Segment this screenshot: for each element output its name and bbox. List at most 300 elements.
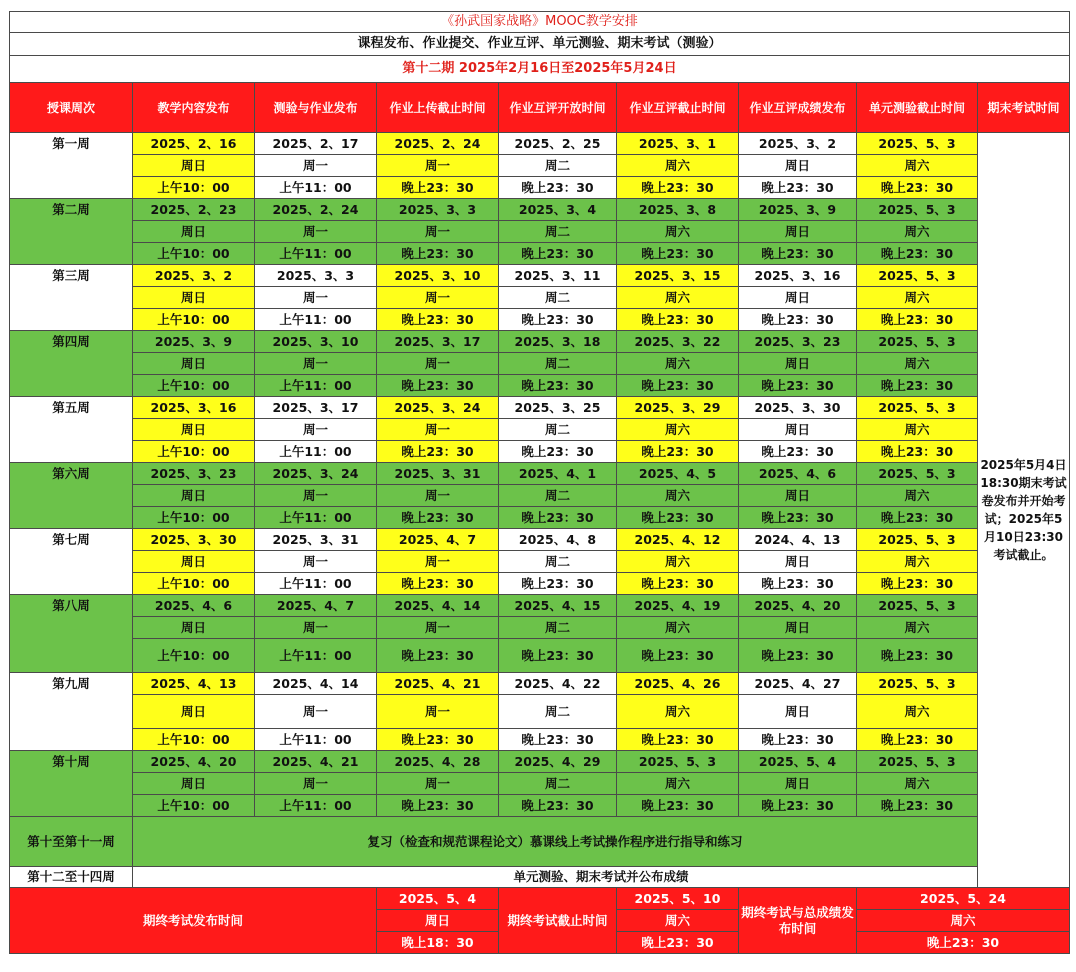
date-cell: 2025、3、9: [133, 331, 255, 353]
week-row: [10, 507, 1070, 529]
time-cell: 晚上23：30: [617, 729, 739, 751]
week-row: [10, 729, 1070, 751]
date-cell: 2025、5、4: [739, 751, 857, 773]
week-label-blank: [10, 485, 133, 507]
weekday-cell: 周一: [255, 485, 377, 507]
date-cell: 2025、5、3: [857, 751, 978, 773]
time-cell: 晚上23：30: [857, 243, 978, 265]
time-cell: 晚上23：30: [617, 375, 739, 397]
final-deadline-label: 期终考试截止时间: [499, 888, 617, 954]
weekday-cell: 周日: [739, 617, 857, 639]
weekday-cell: 周日: [739, 773, 857, 795]
time-cell: 晚上23：30: [617, 573, 739, 595]
time-cell: 晚上23：30: [857, 639, 978, 673]
date-cell: 2025、2、24: [255, 199, 377, 221]
date-cell: 2025、3、9: [739, 199, 857, 221]
weekday-cell: 周六: [617, 551, 739, 573]
weekday-cell: 周日: [133, 353, 255, 375]
time-cell: 晚上23：30: [377, 573, 499, 595]
week-row: [10, 397, 1070, 419]
weekday-cell: 周六: [857, 287, 978, 309]
date-cell: 2025、5、3: [857, 673, 978, 695]
time-cell: 晚上23：30: [739, 507, 857, 529]
weekday-cell: 周日: [133, 773, 255, 795]
time-cell: 上午10：00: [133, 375, 255, 397]
exam-weeks-label: 第十二至十四周: [10, 867, 133, 888]
weekday-cell: 周日: [133, 551, 255, 573]
schedule-table: [9, 11, 1070, 954]
date-cell: 2025、4、13: [133, 673, 255, 695]
date-cell: 2025、2、25: [499, 133, 617, 155]
weekday-cell: 周一: [255, 155, 377, 177]
header-final-exam: 期末考试时间: [978, 83, 1070, 133]
week-row: [10, 573, 1070, 595]
week-row: [10, 485, 1070, 507]
weekday-cell: 周日: [739, 287, 857, 309]
final-deadline-value: 2025、5、10: [617, 888, 739, 910]
weekday-cell: 周一: [377, 485, 499, 507]
time-cell: 上午10：00: [133, 507, 255, 529]
date-cell: 2025、4、5: [617, 463, 739, 485]
sheet-title: 《孙武国家战略》MOOC教学安排: [10, 12, 1070, 33]
time-cell: 晚上23：30: [857, 507, 978, 529]
time-cell: 晚上23：30: [377, 729, 499, 751]
date-cell: 2025、3、24: [255, 463, 377, 485]
header-review-deadline: 作业互评截止时间: [617, 83, 739, 133]
week-row: [10, 353, 1070, 375]
time-cell: 上午10：00: [133, 729, 255, 751]
weekday-cell: 周二: [499, 419, 617, 441]
week-label: 第三周: [10, 265, 133, 287]
time-cell: 上午11：00: [255, 309, 377, 331]
week-label-blank: [10, 773, 133, 795]
time-cell: 晚上23：30: [739, 441, 857, 463]
weekday-cell: 周二: [499, 773, 617, 795]
date-cell: 2025、2、17: [255, 133, 377, 155]
date-cell: 2025、4、20: [739, 595, 857, 617]
week-label: 第四周: [10, 331, 133, 353]
weekday-cell: 周日: [739, 695, 857, 729]
week-row: [10, 463, 1070, 485]
week-row: [10, 639, 1070, 673]
time-cell: 上午10：00: [133, 441, 255, 463]
date-cell: 2025、3、16: [133, 397, 255, 419]
weekday-cell: 周二: [499, 551, 617, 573]
week-row: [10, 673, 1070, 695]
week-label: 第一周: [10, 133, 133, 155]
date-cell: 2024、4、13: [739, 529, 857, 551]
review-description: 复习（检查和规范课程论文）慕课线上考试操作程序进行指导和练习: [133, 817, 978, 867]
time-cell: 晚上23：30: [377, 243, 499, 265]
week-row: [10, 309, 1070, 331]
time-cell: 晚上23：30: [499, 507, 617, 529]
date-cell: 2025、4、14: [255, 673, 377, 695]
week-row: [10, 331, 1070, 353]
final-release-value: 晚上18：30: [377, 932, 499, 954]
weekday-cell: 周二: [499, 695, 617, 729]
date-cell: 2025、3、8: [617, 199, 739, 221]
week-label-blank: [10, 441, 133, 463]
weekday-cell: 周一: [377, 617, 499, 639]
sheet-subtitle: 课程发布、作业提交、作业互评、单元测验、期末考试（测验）: [10, 33, 1070, 56]
weekday-cell: 周日: [133, 485, 255, 507]
weekday-cell: 周日: [133, 287, 255, 309]
date-cell: 2025、3、31: [377, 463, 499, 485]
final-grades-value: 晚上23：30: [857, 932, 1070, 954]
weekday-cell: 周日: [739, 353, 857, 375]
date-cell: 2025、4、29: [499, 751, 617, 773]
weekday-cell: 周日: [133, 695, 255, 729]
date-cell: 2025、4、21: [255, 751, 377, 773]
weekday-cell: 周日: [739, 419, 857, 441]
time-cell: 晚上23：30: [377, 795, 499, 817]
week-row: [10, 133, 1070, 155]
final-release-value: 2025、5、4: [377, 888, 499, 910]
time-cell: 晚上23：30: [499, 309, 617, 331]
time-cell: 上午11：00: [255, 375, 377, 397]
week-row: [10, 617, 1070, 639]
time-cell: 晚上23：30: [739, 795, 857, 817]
weekday-cell: 周一: [377, 353, 499, 375]
weekday-cell: 周六: [857, 551, 978, 573]
time-cell: 晚上23：30: [617, 243, 739, 265]
date-cell: 2025、4、19: [617, 595, 739, 617]
week-label: 第六周: [10, 463, 133, 485]
header-review-open: 作业互评开放时间: [499, 83, 617, 133]
time-cell: 晚上23：30: [857, 729, 978, 751]
time-cell: 晚上23：30: [617, 309, 739, 331]
header-content-release: 教学内容发布: [133, 83, 255, 133]
date-cell: 2025、3、2: [739, 133, 857, 155]
time-cell: 晚上23：30: [617, 177, 739, 199]
weekday-cell: 周日: [133, 617, 255, 639]
date-cell: 2025、3、29: [617, 397, 739, 419]
weekday-cell: 周二: [499, 221, 617, 243]
time-cell: 晚上23：30: [739, 309, 857, 331]
date-cell: 2025、4、12: [617, 529, 739, 551]
time-cell: 晚上23：30: [499, 795, 617, 817]
final-grades-label: 期终考试与总成绩发布时间: [739, 888, 857, 954]
weekday-cell: 周日: [739, 155, 857, 177]
date-cell: 2025、3、23: [739, 331, 857, 353]
weekday-cell: 周日: [133, 419, 255, 441]
weekday-cell: 周一: [377, 695, 499, 729]
weekday-cell: 周一: [377, 287, 499, 309]
time-cell: 晚上23：30: [377, 177, 499, 199]
week-label-blank: [10, 573, 133, 595]
final-grades-value: 2025、5、24: [857, 888, 1070, 910]
week-row: [10, 441, 1070, 463]
date-cell: 2025、4、14: [377, 595, 499, 617]
date-cell: 2025、2、23: [133, 199, 255, 221]
weekday-cell: 周六: [857, 695, 978, 729]
final-release-value: 周日: [377, 910, 499, 932]
date-cell: 2025、4、20: [133, 751, 255, 773]
weekday-cell: 周六: [857, 617, 978, 639]
date-cell: 2025、2、24: [377, 133, 499, 155]
weekday-cell: 周二: [499, 485, 617, 507]
weekday-cell: 周日: [739, 485, 857, 507]
time-cell: 晚上23：30: [377, 639, 499, 673]
date-cell: 2025、4、6: [739, 463, 857, 485]
time-cell: 晚上23：30: [377, 507, 499, 529]
week-row: [10, 287, 1070, 309]
date-cell: 2025、3、30: [739, 397, 857, 419]
review-weeks-label: 第十至第十一周: [10, 817, 133, 867]
time-cell: 上午11：00: [255, 795, 377, 817]
date-cell: 2025、4、15: [499, 595, 617, 617]
date-cell: 2025、4、28: [377, 751, 499, 773]
time-cell: 晚上23：30: [739, 573, 857, 595]
weekday-cell: 周一: [377, 773, 499, 795]
time-cell: 上午11：00: [255, 177, 377, 199]
week-row: [10, 551, 1070, 573]
week-row: [10, 221, 1070, 243]
week-label-blank: [10, 243, 133, 265]
time-cell: 上午10：00: [133, 795, 255, 817]
date-cell: 2025、3、10: [255, 331, 377, 353]
weekday-cell: 周六: [617, 773, 739, 795]
time-cell: 晚上23：30: [739, 729, 857, 751]
date-cell: 2025、3、23: [133, 463, 255, 485]
date-cell: 2025、3、11: [499, 265, 617, 287]
week-label-blank: [10, 155, 133, 177]
final-grades-value: 周六: [857, 910, 1070, 932]
date-cell: 2025、5、3: [617, 751, 739, 773]
time-cell: 晚上23：30: [739, 639, 857, 673]
time-cell: 晚上23：30: [499, 639, 617, 673]
weekday-cell: 周六: [617, 617, 739, 639]
time-cell: 晚上23：30: [739, 375, 857, 397]
week-row: [10, 795, 1070, 817]
date-cell: 2025、4、8: [499, 529, 617, 551]
time-cell: 晚上23：30: [499, 441, 617, 463]
time-cell: 上午10：00: [133, 309, 255, 331]
date-cell: 2025、3、15: [617, 265, 739, 287]
week-label-blank: [10, 353, 133, 375]
week-label-blank: [10, 419, 133, 441]
date-cell: 2025、5、3: [857, 133, 978, 155]
weekday-cell: 周六: [857, 221, 978, 243]
header-review-grades: 作业互评成绩发布: [739, 83, 857, 133]
date-cell: 2025、3、3: [255, 265, 377, 287]
time-cell: 晚上23：30: [499, 729, 617, 751]
weekday-cell: 周一: [255, 221, 377, 243]
week-label-blank: [10, 221, 133, 243]
date-cell: 2025、2、16: [133, 133, 255, 155]
weekday-cell: 周二: [499, 353, 617, 375]
week-label: 第七周: [10, 529, 133, 551]
weekday-cell: 周六: [617, 221, 739, 243]
week-label: 第八周: [10, 595, 133, 617]
weekday-cell: 周一: [255, 617, 377, 639]
week-label-blank: [10, 639, 133, 673]
exam-weeks-description: 单元测验、期末考试并公布成绩: [133, 867, 1070, 888]
header-unit-test-deadline: 单元测验截止时间: [857, 83, 978, 133]
date-cell: 2025、3、24: [377, 397, 499, 419]
weekday-cell: 周六: [617, 353, 739, 375]
date-cell: 2025、3、31: [255, 529, 377, 551]
weekday-cell: 周六: [857, 155, 978, 177]
week-row: [10, 695, 1070, 729]
week-label: 第九周: [10, 673, 133, 695]
time-cell: 上午10：00: [133, 573, 255, 595]
week-label-blank: [10, 309, 133, 331]
date-cell: 2025、3、4: [499, 199, 617, 221]
week-label-blank: [10, 375, 133, 397]
week-row: [10, 595, 1070, 617]
time-cell: 上午10：00: [133, 639, 255, 673]
date-cell: 2025、3、16: [739, 265, 857, 287]
date-cell: 2025、3、3: [377, 199, 499, 221]
weekday-cell: 周一: [255, 551, 377, 573]
weekday-cell: 周六: [617, 155, 739, 177]
weekday-cell: 周日: [133, 221, 255, 243]
time-cell: 上午11：00: [255, 573, 377, 595]
weekday-cell: 周日: [133, 155, 255, 177]
weekday-cell: 周日: [739, 551, 857, 573]
week-row: [10, 265, 1070, 287]
weekday-cell: 周六: [617, 287, 739, 309]
date-cell: 2025、3、17: [255, 397, 377, 419]
date-cell: 2025、3、17: [377, 331, 499, 353]
date-cell: 2025、5、3: [857, 397, 978, 419]
week-row: [10, 177, 1070, 199]
weekday-cell: 周六: [857, 485, 978, 507]
date-cell: 2025、3、22: [617, 331, 739, 353]
week-row: [10, 375, 1070, 397]
week-row: [10, 529, 1070, 551]
week-label: 第十周: [10, 751, 133, 773]
time-cell: 晚上23：30: [857, 441, 978, 463]
week-label-blank: [10, 177, 133, 199]
time-cell: 晚上23：30: [499, 177, 617, 199]
time-cell: 晚上23：30: [857, 573, 978, 595]
time-cell: 晚上23：30: [857, 375, 978, 397]
date-cell: 2025、4、27: [739, 673, 857, 695]
week-label-blank: [10, 287, 133, 309]
date-cell: 2025、4、26: [617, 673, 739, 695]
time-cell: 晚上23：30: [377, 441, 499, 463]
date-cell: 2025、3、30: [133, 529, 255, 551]
weekday-cell: 周一: [255, 695, 377, 729]
date-cell: 2025、4、21: [377, 673, 499, 695]
weekday-cell: 周六: [617, 419, 739, 441]
final-release-label: 期终考试发布时间: [10, 888, 377, 954]
date-cell: 2025、3、25: [499, 397, 617, 419]
week-label-blank: [10, 617, 133, 639]
week-row: [10, 155, 1070, 177]
date-cell: 2025、5、3: [857, 463, 978, 485]
week-label-blank: [10, 507, 133, 529]
week-row: [10, 751, 1070, 773]
weekday-cell: 周二: [499, 617, 617, 639]
weekday-cell: 周一: [377, 551, 499, 573]
weekday-cell: 周一: [255, 419, 377, 441]
final-deadline-value: 晚上23：30: [617, 932, 739, 954]
time-cell: 上午11：00: [255, 639, 377, 673]
week-row: [10, 419, 1070, 441]
date-cell: 2025、4、6: [133, 595, 255, 617]
time-cell: 上午11：00: [255, 441, 377, 463]
date-cell: 2025、3、1: [617, 133, 739, 155]
weekday-cell: 周六: [857, 419, 978, 441]
final-exam-note: 2025年5月4日18:30期末考试卷发布并开始考试；2025年5月10日23:30考试截止。: [978, 133, 1070, 888]
weekday-cell: 周六: [617, 695, 739, 729]
time-cell: 上午11：00: [255, 243, 377, 265]
weekday-cell: 周一: [377, 419, 499, 441]
header-upload-deadline: 作业上传截止时间: [377, 83, 499, 133]
time-cell: 晚上23：30: [499, 243, 617, 265]
date-cell: 2025、4、1: [499, 463, 617, 485]
week-label-blank: [10, 729, 133, 751]
week-row: [10, 773, 1070, 795]
date-cell: 2025、5、3: [857, 595, 978, 617]
week-label: 第五周: [10, 397, 133, 419]
week-label-blank: [10, 795, 133, 817]
week-label: 第二周: [10, 199, 133, 221]
time-cell: 晚上23：30: [617, 795, 739, 817]
header-quiz-release: 测验与作业发布: [255, 83, 377, 133]
week-label-blank: [10, 695, 133, 729]
weekday-cell: 周一: [377, 221, 499, 243]
time-cell: 晚上23：30: [739, 177, 857, 199]
term-period: 第十二期 2025年2月16日至2025年5月24日: [10, 56, 1070, 83]
weekday-cell: 周六: [857, 353, 978, 375]
weekday-cell: 周二: [499, 155, 617, 177]
time-cell: 上午10：00: [133, 177, 255, 199]
weekday-cell: 周一: [377, 155, 499, 177]
date-cell: 2025、4、7: [255, 595, 377, 617]
time-cell: 晚上23：30: [617, 441, 739, 463]
time-cell: 晚上23：30: [617, 507, 739, 529]
date-cell: 2025、5、3: [857, 331, 978, 353]
weekday-cell: 周一: [255, 353, 377, 375]
final-deadline-value: 周六: [617, 910, 739, 932]
weekday-cell: 周一: [255, 287, 377, 309]
time-cell: 晚上23：30: [617, 639, 739, 673]
weekday-cell: 周六: [857, 773, 978, 795]
date-cell: 2025、5、3: [857, 265, 978, 287]
week-row: [10, 199, 1070, 221]
time-cell: 晚上23：30: [377, 309, 499, 331]
week-row: [10, 243, 1070, 265]
weekday-cell: 周六: [617, 485, 739, 507]
time-cell: 上午11：00: [255, 507, 377, 529]
time-cell: 晚上23：30: [857, 795, 978, 817]
header-week: 授课周次: [10, 83, 133, 133]
time-cell: 上午10：00: [133, 243, 255, 265]
time-cell: 晚上23：30: [499, 573, 617, 595]
time-cell: 上午11：00: [255, 729, 377, 751]
weekday-cell: 周二: [499, 287, 617, 309]
weekday-cell: 周一: [255, 773, 377, 795]
date-cell: 2025、4、7: [377, 529, 499, 551]
date-cell: 2025、3、18: [499, 331, 617, 353]
time-cell: 晚上23：30: [857, 177, 978, 199]
week-label-blank: [10, 551, 133, 573]
time-cell: 晚上23：30: [857, 309, 978, 331]
weekday-cell: 周日: [739, 221, 857, 243]
date-cell: 2025、3、10: [377, 265, 499, 287]
time-cell: 晚上23：30: [499, 375, 617, 397]
date-cell: 2025、3、2: [133, 265, 255, 287]
time-cell: 晚上23：30: [739, 243, 857, 265]
time-cell: 晚上23：30: [377, 375, 499, 397]
date-cell: 2025、5、3: [857, 199, 978, 221]
date-cell: 2025、4、22: [499, 673, 617, 695]
date-cell: 2025、5、3: [857, 529, 978, 551]
